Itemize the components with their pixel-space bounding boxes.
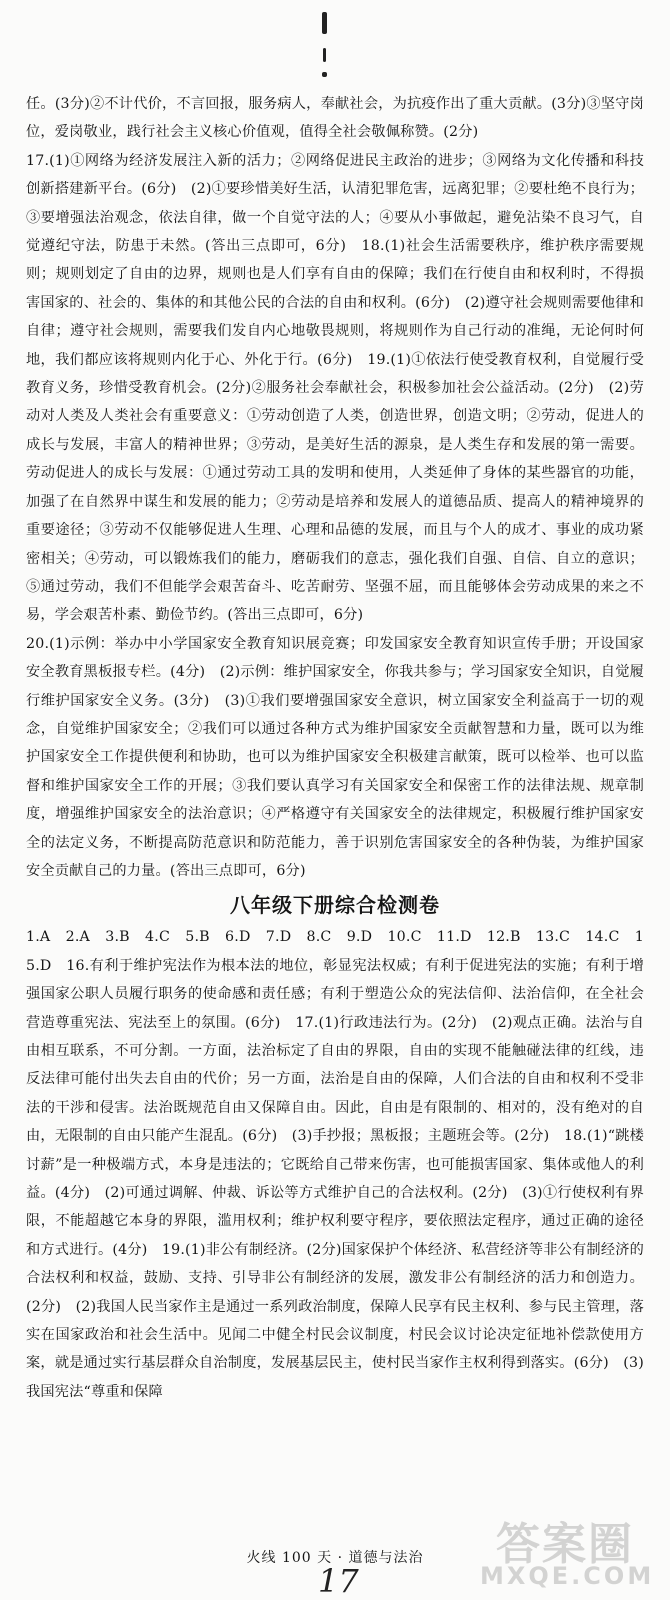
answer-content (26, 90, 644, 1406)
binding-mark (323, 48, 326, 62)
watermark-logo (480, 1508, 655, 1594)
answer-paragraph-17-19: 17.(1)①网络为经济发展注入新的活力；②网络促进民主政治的进步；③网络为文化传播和科技创新搭建新平台。(6分) (2)①要珍惜美好生活，认清犯罪危害，远离犯罪；②要杜绝不良行为；③要增强法治观念，依法自律，做一个自觉守法的人；④要从小事做起，避免沾染不良习气，自觉遵纪守法，防患于未然。(答出三点即可，6分) 18.(1)社会生活需要秩序，维护秩序需要规则；规则划定了自由的边界，规则也是人们享有自由的保障；我们在行使自由和权利时，不得损害国家的、社会的、集体的和其他公民的合法的自由和权利。(6分) (2)遵守社会规则需要他律和自律；遵守社会规则，需要我们发自内心地敬畏规则，将规则作为自己行动的准绳，无论何时何地，我们都应该将规则内化于心、外化于行。(6分) 19.(1)①依法行使受教育权利，自觉履行受教育义务，珍惜受教育机会。(2分)②服务社会奉献社会，积极参加社会公益活动。(2分) (2)劳动对人类及人类社会有重要意义：①劳动创造了人类，创造世界，创造文明；②劳动，促进人的成长与发展，丰富人的精神世界；③劳动，是美好生活的源泉，是人类生存和发展的第一需要。劳动促进人的成长与发展：①通过劳动工具的发明和使用，人类延伸了身体的某些器官的功能，加强了在自然界中谋生和发展的能力；②劳动是培养和发展人的道德品质、提高人的精神境界的重要途径；③劳动不仅能够促进人生理、心理和品德的发展，而且与个人的成才、事业的成功紧密相关；④劳动，可以锻炼我们的能力，磨砺我们的意志，强化我们自强、自信、自立的意识；⑤通过劳动，我们不但能学会艰苦奋斗、吃苦耐劳、坚强不屈，而且能够体会劳动成果的来之不易，学会艰苦朴素、勤俭节约。(答出三点即可，6分) (26, 152, 644, 624)
answer-paragraph-intro: 任。(3分)②不计代价，不言回报，服务病人，奉献社会，为抗疫作出了重大贡献。(3分)③坚守岗位，爱岗敬业，践行社会主义核心价值观，值得全社会敬佩称赞。(2分) (26, 96, 644, 141)
watermark-text: 答案圈 (496, 1519, 634, 1570)
binding-mark (322, 72, 327, 77)
binding-mark (322, 12, 327, 34)
binding-marks (310, 8, 340, 88)
section-title: 八年级下册综合检测卷 (230, 893, 440, 918)
answer-paragraph-review-test: 1.A 2.A 3.B 4.C 5.B 6.D 7.D 8.C 9.D 10.C 11.D 12.B 13.C 14.C 15.D 16.有利于维护宪法作为根本法的地位，彰显宪法权威；有利于促进宪法的实施；有利于增强国家公职人员履行职务的使命感和责任感；有利于塑造公众的宪法信仰、法治信仰，在全社会营造尊重宪法、宪法至上的氛围。(6分) 17.(1)行政违法行为。(2分) (2)观点正确。法治与自由相互联系，不可分割。一方面，法治标定了自由的界限，自由的实现不能触碰法律的红线，违反法律可能付出失去自由的代价；另一方面，法治是自由的保障，人们合法的自由和权利不受非法的干涉和侵害。法治既规范自由又保障自由。因此，自由是有限制的、相对的，没有绝对的自由，无限制的自由只能产生混乱。(6分) (3)手抄报；黑板报；主题班会等。(2分) 18.(1)“跳楼讨薪”是一种极端方式，本身是违法的；它既给自己带来伤害，也可能损害国家、集体或他人的利益。(4分) (2)可通过调解、仲裁、诉讼等方式维护自己的合法权利。(2分) (3)①行使权利有界限，不能超越它本身的界限，滥用权利；维护权利要守程序，要依照法定程序，通过正确的途径和方式进行。(4分) 19.(1)非公有制经济。(2分)国家保护个体经济、私营经济等非公有制经济的合法权利和权益，鼓励、支持、引导非公有制经济的发展，激发非公有制经济的活力和创造力。(2分) (2)我国人民当家作主是通过一系列政治制度，保障人民享有民主权利、参与民主管理，落实在国家政治和社会生活中。见闻二中健全村民会议制度，村民会议讨论决定征地补偿款使用方案，就是通过实行基层群众自治制度，发展基层民主，使村民当家作主权利得到落实。(6分) (3)我国宪法“尊重和保障 (26, 929, 644, 1400)
page-number: 17 (318, 1562, 359, 1600)
watermark-url: MXQE.COM (480, 1562, 655, 1590)
page-footer: 火线 100 天 · 道德与法治 (246, 1550, 424, 1566)
answer-paragraph-20: 20.(1)示例：举办中小学国家安全教育知识展竞赛；印发国家安全教育知识宣传手册；开设国家安全教育黑板报专栏。(4分) (2)示例：维护国家安全，你我共参与；学习国家安全知识，自觉履行维护国家安全义务。(3分) (3)①我们要增强国家安全意识，树立国家安全利益高于一切的观念，自觉维护国家安全；②我们可以通过各种方式为维护国家安全贡献智慧和力量，既可以为维护国家安全工作提供便利和协助，也可以为维护国家安全积极建言献策，既可以检举、也可以监督和维护国家安全工作的开展；③我们要认真学习有关国家安全和保密工作的法律法规、规章制度，增强维护国家安全的法治意识；④严格遵守有关国家安全的法律规定，积极履行维护国家安全的法定义务，不断提高防范意识和防范能力，善于识别危害国家安全的各种伪装，为维护国家安全贡献自己的力量。(答出三点即可，6分) (26, 635, 644, 879)
